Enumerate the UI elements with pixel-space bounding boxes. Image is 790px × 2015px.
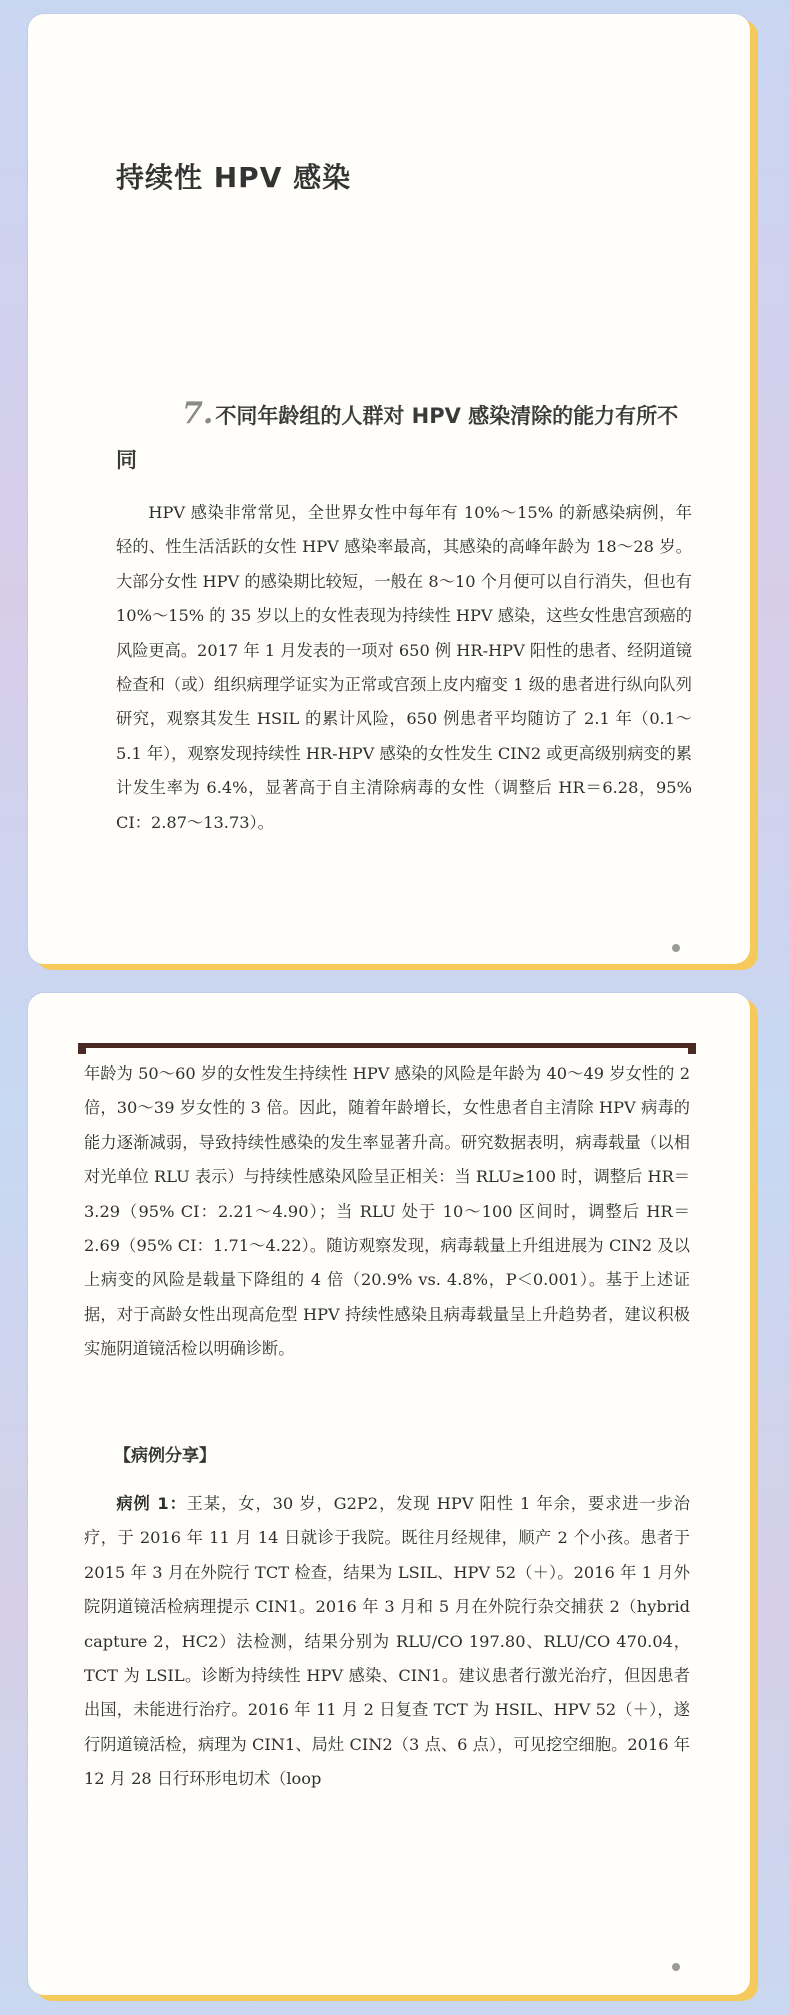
section-number: 7. [182,396,214,431]
case-label: 病例 1： [116,1494,187,1513]
body-paragraph-2: 年龄为 50～60 岁的女性发生持续性 HPV 感染的风险是年龄为 40～49 岁女性的 2 倍，30～39 岁女性的 3 倍。因此，随着年龄增长，女性患者自主清除 HPV 病毒的能力逐渐减弱，导致持续性感染的发生率显著升高。研究数据表明，病毒载量（以相对光单位 RLU 表示）与持续性感染风险呈正相关：当 RLU≥100 时，调整后 HR＝3.29（95% CI：2.21～4.90）；当 RLU 处于 10～100 区间时，调整后 HR＝2.69（95% CI：1.71～4.22）。随访观察发现，病毒载量上升组进展为 CIN2 及以上病变的风险是载量下降组的 4 倍（20.9% vs. 4.8%，P＜0.001）。基于上述证据，对于高龄女性出现高危型 HPV 持续性感染且病毒载量呈上升趋势者，建议积极实施阴道镜活检以明确诊断。 [84,1064,690,1359]
page-card-1 [28,14,750,964]
body-paragraph-1: HPV 感染非常常见，全世界女性中每年有 10%～15% 的新感染病例，年轻的、性生活活跃的女性 HPV 感染率最高，其感染的高峰年龄为 18～28 岁。大部分女性 HPV 的感染期比较短，一般在 8～10 个月便可以自行消失，但也有 10%～15% 的 35 岁以上的女性表现为持续性 HPV 感染，这些女性患宫颈癌的风险更高。2017 年 1 月发表的一项对 650 例 HR-HPV 阳性的患者、经阴道镜检查和（或）组织病理学证实为正常或宫颈上皮内瘤变 1 级的患者进行纵向队列研究，观察其发生 HSIL 的累计风险，650 例患者平均随访了 2.1 年（0.1～5.1 年），观察发现持续性 HR-HPV 感染的女性发生 CIN2 或更高级别病变的累计发生率为 6.4%，显著高于自主清除病毒的女性（调整后 HR＝6.28，95% CI：2.87～13.73）。 [116,503,692,832]
page-card-2 [28,993,750,1995]
page-mark [672,1963,680,1971]
case-heading: 【病例分享】 [114,1446,216,1466]
section-title: 不同年龄组的人群对 HPV 感染清除的能力有所不同 [116,404,679,472]
page-title: 持续性 HPV 感染 [116,161,352,194]
section-heading [116,392,696,482]
case-paragraph [84,1487,690,1797]
header-rule [78,1043,696,1048]
page-mark [672,944,680,952]
case-text: 王某，女，30 岁，G2P2，发现 HPV 阳性 1 年余，要求进一步治疗，于 2016 年 11 月 14 日就诊于我院。既往月经规律，顺产 2 个小孩。患者于 2015 年 3 月在外院行 TCT 检查，结果为 LSIL、HPV 52（＋）。2016 年 1 月外院阴道镜活检病理提示 CIN1。2016 年 3 月和 5 月在外院行杂交捕获 2（hybrid capture 2，HC2）法检测，结果分别为 RLU/CO 197.80、RLU/CO 470.04，TCT 为 LSIL。诊断为持续性 HPV 感染、CIN1。建议患者行激光治疗，但因患者出国，未能进行治疗。2016 年 11 月 2 日复查 TCT 为 HSIL、HPV 52（＋），遂行阴道镜活检，病理为 CIN1、局灶 CIN2（3 点、6 点），可见挖空细胞。2016 年 12 月 28 日行环形电切术（loop [84,1494,690,1789]
